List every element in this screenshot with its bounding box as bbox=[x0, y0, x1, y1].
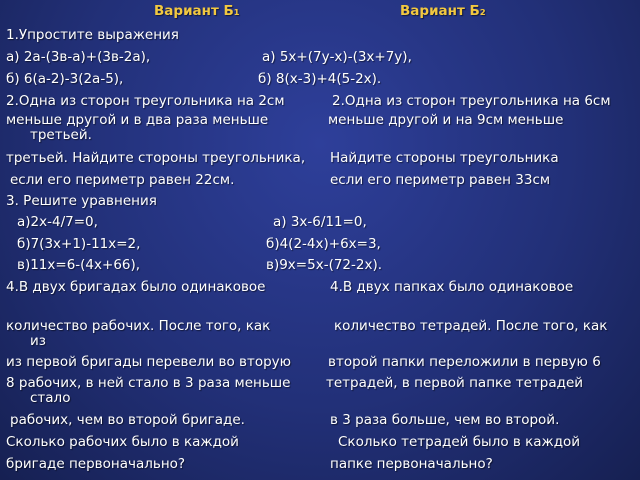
task-3a-left: а)2х-4/7=0, bbox=[17, 214, 98, 230]
task-4-left-line-7: бригаде первоначально? bbox=[6, 456, 186, 472]
task-4-right-line-4-wrap: стало bbox=[30, 390, 71, 406]
task-4-right-line-2-wrap: из bbox=[30, 333, 46, 349]
task-3c-right: в)9х=5х-(72-2х). bbox=[266, 257, 383, 273]
task-4-right-line-6: Сколько тетрадей было в каждой bbox=[338, 434, 581, 450]
task-1b-left: б) 6(а-2)-3(2а-5), bbox=[6, 71, 124, 87]
task-1a-right: а) 5х+(7у-х)-(3х+7у), bbox=[262, 49, 412, 65]
task-1b-right: б) 8(х-3)+4(5-2х). bbox=[258, 71, 382, 87]
variant-b2-header: Вариант Б₂ bbox=[400, 3, 486, 19]
task-3b-right: б)4(2-4х)+6х=3, bbox=[266, 236, 381, 252]
task-4-left-line-3: из первой бригады перевели во вторую bbox=[6, 354, 292, 370]
task-1-heading: 1.Упростите выражения bbox=[6, 27, 179, 43]
task-4-left-line-6: Сколько рабочих было в каждой bbox=[6, 434, 239, 450]
task-2-left-line-1: 2.Одна из сторон треугольника на 2см bbox=[6, 93, 285, 109]
task-2-right-line-2-wrap: третьей. bbox=[30, 127, 92, 143]
task-4-right-line-4: тетрадей, в первой папке тетрадей bbox=[326, 375, 584, 391]
task-2-right-line-3: Найдите стороны треугольника bbox=[330, 150, 559, 166]
task-4-left-line-5: рабочих, чем во второй бригаде. bbox=[10, 412, 245, 428]
task-4-left-line-1: 4.В двух бригадах было одинаковое bbox=[6, 279, 266, 295]
task-4-left-line-4: 8 рабочих, в ней стало в 3 раза меньше bbox=[6, 375, 291, 391]
task-3a-right: а) 3х-6/11=0, bbox=[273, 214, 367, 230]
task-2-left-line-3: третьей. Найдите стороны треугольника, bbox=[6, 150, 306, 166]
task-4-left-line-2: количество рабочих. После того, как bbox=[6, 318, 271, 334]
task-3c-left: в)11х=6-(4х+66), bbox=[17, 257, 141, 273]
task-2-right-line-4: если его периметр равен 33см bbox=[330, 172, 551, 188]
task-1a-left: а) 2а-(3в-а)+(3в-2а), bbox=[6, 49, 151, 65]
task-2-right-line-1: 2.Одна из сторон треугольника на 6см bbox=[332, 93, 611, 109]
task-4-right-line-7: папке первоначально? bbox=[330, 456, 493, 472]
task-4-right-line-5: в 3 раза больше, чем во второй. bbox=[330, 412, 560, 428]
task-4-right-line-3: второй папки переложили в первую 6 bbox=[328, 354, 601, 370]
task-2-left-line-2: меньше другой и в два раза меньше bbox=[6, 112, 269, 128]
task-2-right-line-2: меньше другой и на 9см меньше bbox=[328, 112, 564, 128]
task-2-left-line-4: если его периметр равен 22см. bbox=[10, 172, 235, 188]
variant-b1-header: Вариант Б₁ bbox=[154, 3, 240, 19]
task-3b-left: б)7(3х+1)-11х=2, bbox=[17, 236, 141, 252]
task-3-heading: 3. Решите уравнения bbox=[6, 193, 157, 209]
task-4-right-line-1: 4.В двух папках было одинаковое bbox=[330, 279, 574, 295]
task-4-right-line-2: количество тетрадей. После того, как bbox=[334, 318, 608, 334]
